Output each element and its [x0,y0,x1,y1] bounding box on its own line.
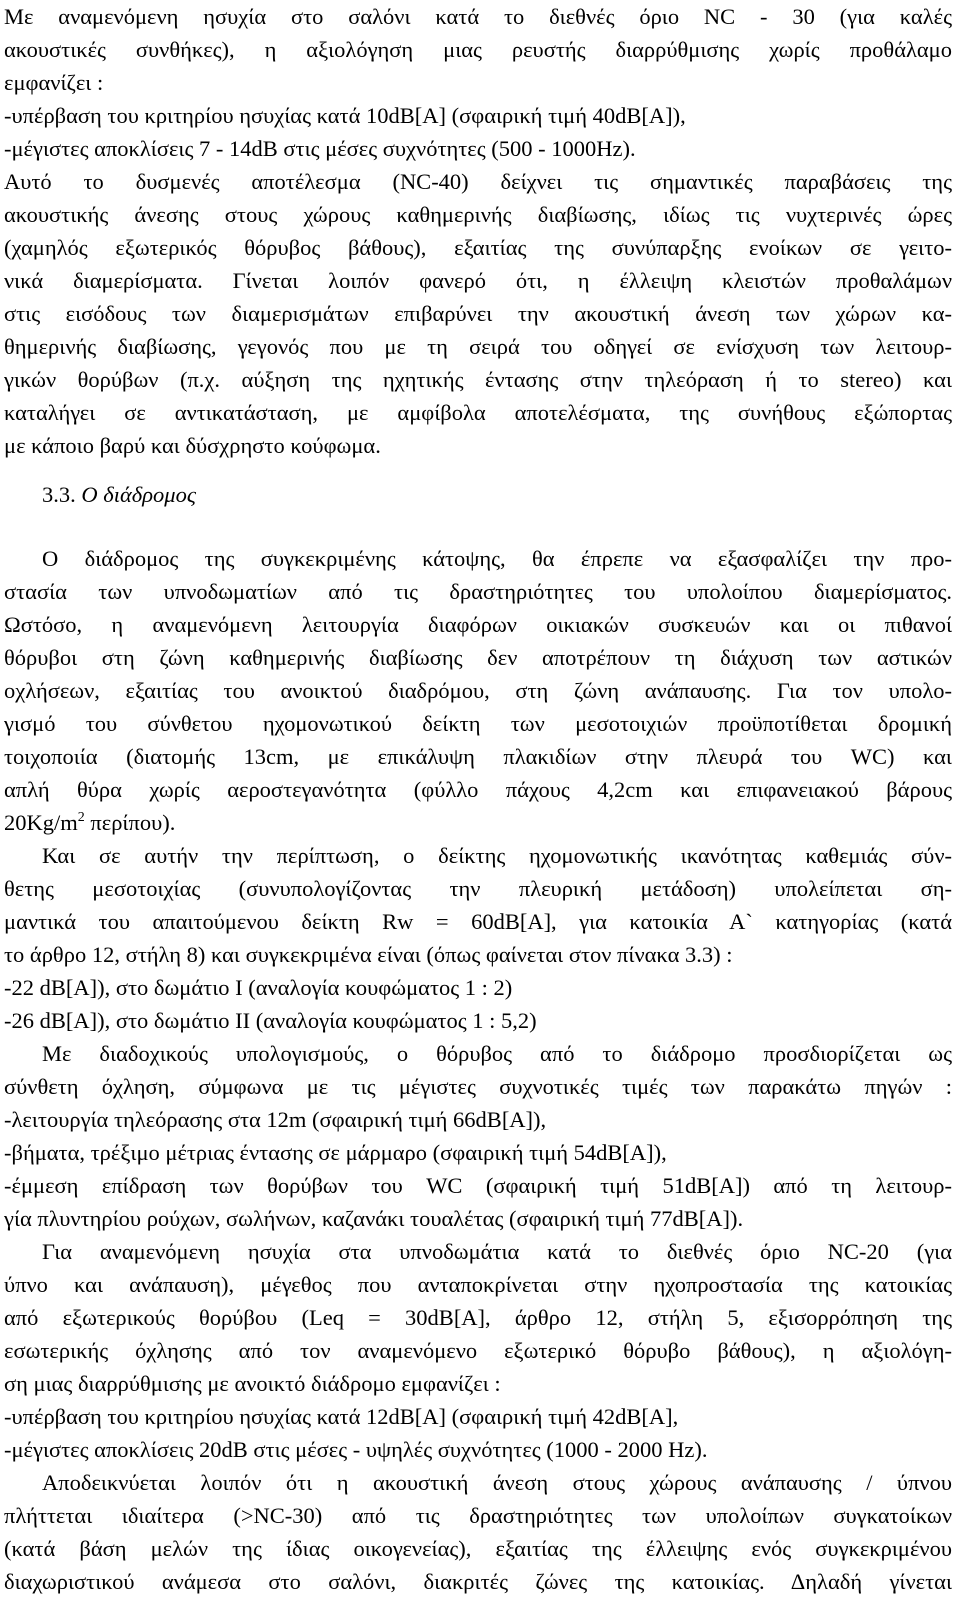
text-line: -βήματα, τρέξιμο μέτριας έντασης σε μάρμαρο (σφαιρική τιμή 54dB[A]), [4,1140,667,1165]
text-line: τοιχοποιία (διατομής 13cm, με επικάλυψη πλακιδίων στην πλευρά του WC) και [4,744,952,769]
text-line: γισμό του σύνθετου ηχομονωτικού δείκτη των μεσοτοιχιών προϋποτίθεται δρομική [4,711,952,736]
text-line: ακουστικής άνεσης στους χώρους καθημερινής διαβίωσης, ιδίως τις νυχτερινές ώρες [4,202,952,227]
text-line: καταλήγει σε αντικατάσταση, με αμφίβολα αποτελέσματα, της συνήθους εξώπορτας [4,400,952,425]
text-line: Αυτό το δυσμενές αποτέλεσμα (NC-40) δείχνει τις σημαντικές παραβάσεις της [4,169,952,194]
text-line: ακουστικές συνθήκες), η αξιολόγηση μιας ρευστής διαρρύθμισης χωρίς προθάλαμο [4,37,952,62]
text-line: ση μιας διαρρύθμισης με ανοικτό διάδρομο εμφανίζει : [4,1371,501,1396]
text-segment: 20Kg/m [4,810,78,835]
text-line: ύπνο και ανάπαυση), μέγεθος που ανταποκρίνεται στην ηχοπροστασία της κατοικίας [4,1272,952,1297]
text-line: απλή θύρα χωρίς αεροστεγανότητα (φύλλο πάχους 4,2cm και επιφανειακού βάρους [4,777,952,802]
text-line: μαντικά του απαιτούμενου δείκτη Rw = 60dB[A], για κατοικία Α` κατηγορίας (κατά [4,909,952,934]
text-line: Με διαδοχικούς υπολογισμούς, ο θόρυβος από το διάδρομο προσδιορίζεται ως [42,1041,952,1066]
text-line: νικά διαμερίσματα. Γίνεται λοιπόν φανερό ότι, η έλλειψη κλειστών προθαλάμων [4,268,952,293]
text-line: γία πλυντηρίου ρούχων, σωλήνων, καζανάκι τουαλέτας (σφαιρική τιμή 77dB[A]). [4,1206,744,1231]
text-line: εσωτερικής όχλησης από τον αναμενόμενο εξωτερικό θόρυβο βάθους), η αξιολόγη- [4,1338,952,1363]
text-line: -26 dB[A]), στο δωμάτιο ΙΙ (αναλογία κουφώματος 1 : 5,2) [4,1008,537,1033]
text-line: εμφανίζει : [4,70,104,95]
section-number: 3.3. [42,482,76,507]
text-line: Και σε αυτήν την περίπτωση, ο δείκτης ηχομονωτικής ικανότητας καθεμιάς σύν- [42,843,952,868]
text-line: Ο διάδρομος της συγκεκριμένης κάτοψης, θα έπρεπε να εξασφαλίζει την προ- [42,546,952,571]
text-line: γικών θορύβων (π.χ. αύξηση της ηχητικής έντασης στην τηλεόραση ή το stereo) και [4,367,952,392]
text-line [4,806,952,839]
text-line: Για αναμενόμενη ησυχία στα υπνοδωμάτια κατά το διεθνές όριο NC-20 (για [42,1239,952,1264]
text-line: -υπέρβαση του κριτηρίου ησυχίας κατά 12dB[A] (σφαιρική τιμή 42dB[A], [4,1404,679,1429]
text-line: το άρθρο 12, στήλη 8) και συγκεκριμένα είναι (όπως φαίνεται στον πίνακα 3.3) : [4,942,733,967]
text-line: -υπέρβαση του κριτηρίου ησυχίας κατά 10dB[A] (σφαιρική τιμή 40dB[A]), [4,103,686,128]
superscript: 2 [77,810,85,825]
text-line: (κατά βάση μελών της ίδιας οικογενείας), εξαιτίας της έλλειψης ενός συγκεκριμένου [4,1536,952,1561]
text-line: θετης μεσοτοιχίας (συνυπολογίζοντας την πλευρική μετάδοση) υπολείπεται ση- [4,876,952,901]
section-title: Ο διάδρομος [81,482,196,507]
text-line: σύνθετη όχληση, σύμφωνα με τις μέγιστες συχνοτικές τιμές των παρακάτω πηγών : [4,1074,952,1099]
text-line: θόρυβοι στη ζώνη καθημερινής διαβίωσης δεν αποτρέπουν τη διάχυση των αστικών [4,645,952,670]
text-line: από εξωτερικούς θορύβου (Leq = 30dB[A], άρθρο 12, στήλη 5, εξισορρόπηση της [4,1305,952,1330]
text-line: -μέγιστες αποκλίσεις 20dB στις μέσες - υψηλές συχνότητες (1000 - 2000 Hz). [4,1437,708,1462]
text-line: -λειτουργία τηλεόρασης στα 12m (σφαιρική τιμή 66dB[A]), [4,1107,547,1132]
text-line: πλήττεται ιδιαίτερα (>NC-30) από τις δραστηριότητες των υπολοίπων συγκατοίκων [4,1503,952,1528]
text-line: θημερινής διαβίωσης, γεγονός που με τη σειρά του οδηγεί σε ενίσχυση των λειτουρ- [4,334,952,359]
text-line: (χαμηλός εξωτερικός θόρυβος βάθους), εξαιτίας της συνύπαρξης ενοίκων σε γειτο- [4,235,952,260]
text-line: -έμμεση επίδραση των θορύβων του WC (σφαιρική τιμή 51dB[A]) από τη λειτουρ- [4,1173,952,1198]
text-line: στις εισόδους των διαμερισμάτων επιβαρύνει την ακουστική άνεση των χώρων κα- [4,301,952,326]
text-line: -μέγιστες αποκλίσεις 7 - 14dB στις μέσες συχνότητες (500 - 1000Hz). [4,136,636,161]
text-line: Αποδεικνύεται λοιπόν ότι η ακουστική άνεση στους χώρους ανάπαυσης / ύπνου [42,1470,952,1495]
text-line: Με αναμενόμενη ησυχία στο σαλόνι κατά το διεθνές όριο NC - 30 (για καλές [4,4,952,29]
text-line: Ωστόσο, η αναμενόμενη λειτουργία διαφόρων οικιακών συσκευών και οι πιθανοί [4,612,952,637]
text-segment: περίπου). [84,810,176,835]
text-line: διαχωριστικού ανάμεσα στο σαλόνι, διακριτές ζώνες της κατοικίας. Δηλαδή γίνεται [4,1569,952,1594]
section-heading [42,478,196,511]
text-line: με κάποιο βαρύ και δύσχρηστο κούφωμα. [4,433,381,458]
text-line: -22 dB[A]), στο δωμάτιο Ι (αναλογία κουφώματος 1 : 2) [4,975,513,1000]
text-line: οχλήσεων, εξαιτίας του ανοικτού διαδρόμου, στη ζώνη ανάπαυσης. Για τον υπολο- [4,678,952,703]
text-line: στασία των υπνοδωματίων από τις δραστηριότητες του υπολοίπου διαμερίσματος. [4,579,952,604]
